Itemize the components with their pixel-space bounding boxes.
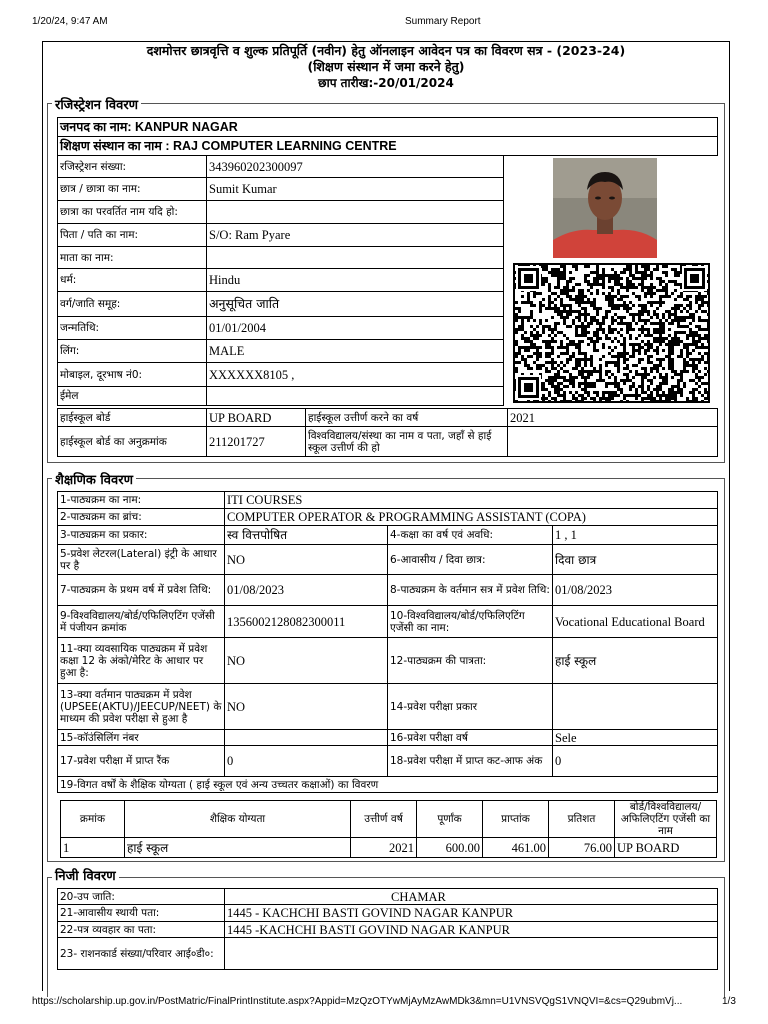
field-label: मोबाइल, दूरभाष नं0: bbox=[58, 363, 207, 387]
qr-code bbox=[513, 263, 710, 403]
field-label: 13-क्या वर्तमान पाठ्यक्रम में प्रवेश (UPSEE(AKTU)/JEECUP/NEET) के माध्यम की प्रवेश परीक्षा से हुआ है bbox=[58, 684, 225, 730]
table-row bbox=[58, 606, 718, 638]
field-value: 01/08/2023 bbox=[553, 575, 718, 606]
column-header: शैक्षिक योग्यता bbox=[125, 801, 351, 838]
table-cell: 2021 bbox=[351, 838, 417, 858]
table-row bbox=[58, 409, 718, 427]
field-value: UP BOARD bbox=[207, 409, 306, 427]
field-label: 7-पाठ्यक्रम के प्रथम वर्ष में प्रवेश तिथि: bbox=[58, 575, 225, 606]
field-value: NO bbox=[225, 638, 388, 684]
title-line-1: दशमोत्तर छात्रवृत्ति व शुल्क प्रतिपूर्ति (नवीन) हेतु ऑनलाइन आवेदन पत्र का विवरण सत्र - (2023-24) bbox=[146, 43, 626, 58]
field-value: NO bbox=[225, 684, 388, 730]
field-label: 6-आवासीय / दिवा छात्र: bbox=[388, 545, 553, 575]
field-label: माता का नाम: bbox=[58, 247, 207, 269]
field-label: धर्म: bbox=[58, 269, 207, 292]
student-photo bbox=[553, 158, 657, 258]
table-header-row bbox=[61, 801, 717, 838]
table-row bbox=[58, 292, 504, 317]
table-row bbox=[58, 746, 718, 777]
field-label: छात्रा का परवर्तित नाम यदि हो: bbox=[58, 201, 207, 224]
registration-legend: रजिस्ट्रेशन विवरण bbox=[52, 95, 141, 113]
table-row bbox=[58, 317, 504, 340]
field-value: दिवा छात्र bbox=[553, 545, 718, 575]
field-label: विश्वविद्यालय/संस्था का नाम व पता, जहाँ से हाई स्कूल उत्तीर्ण की हो bbox=[306, 427, 508, 457]
field-value: 0 bbox=[225, 746, 388, 777]
table-cell: 76.00 bbox=[549, 838, 615, 858]
table-row bbox=[58, 340, 504, 363]
field-label: 22-पत्र व्यवहार का पता: bbox=[58, 922, 225, 938]
print-timestamp: 1/20/24, 9:47 AM bbox=[32, 16, 108, 27]
field-value: 343960202300097 bbox=[207, 156, 504, 178]
field-label: छात्र / छात्रा का नाम: bbox=[58, 178, 207, 201]
field-value bbox=[508, 427, 718, 457]
table-row bbox=[58, 427, 718, 457]
institute-name: शिक्षण संस्थान का नाम : RAJ COMPUTER LEARNING CENTRE bbox=[58, 137, 718, 156]
column-header: उत्तीर्ण वर्ष bbox=[351, 801, 417, 838]
student-details-table bbox=[57, 155, 504, 406]
field-value: ITI COURSES bbox=[225, 492, 718, 509]
field-label: 14-प्रवेश परीक्षा प्रकार bbox=[388, 684, 553, 730]
table-cell: 1 bbox=[61, 838, 125, 858]
table-row bbox=[58, 575, 718, 606]
field-value: Hindu bbox=[207, 269, 504, 292]
field-value: 2021 bbox=[508, 409, 718, 427]
print-page-number: 1/3 bbox=[722, 996, 736, 1007]
field-label: हाईस्कूल उत्तीर्ण करने का वर्ष bbox=[306, 409, 508, 427]
form-title bbox=[42, 41, 730, 91]
table-row bbox=[58, 387, 504, 406]
table-row bbox=[58, 638, 718, 684]
field-label: पिता / पति का नाम: bbox=[58, 224, 207, 247]
field-value bbox=[553, 684, 718, 730]
table-row bbox=[58, 922, 718, 938]
field-value: Sele bbox=[553, 730, 718, 746]
field-label: 15-कॉउंसिलिंग नंबर bbox=[58, 730, 225, 746]
column-header: प्राप्तांक bbox=[483, 801, 549, 838]
field-label: 18-प्रवेश परीक्षा में प्राप्त कट-आफ अंक bbox=[388, 746, 553, 777]
personal-legend: निजी विवरण bbox=[52, 866, 119, 884]
table-row bbox=[58, 269, 504, 292]
field-label: 16-प्रवेश परीक्षा वर्ष bbox=[388, 730, 553, 746]
highschool-table bbox=[57, 408, 718, 457]
table-row bbox=[58, 938, 718, 970]
qr-code-pattern bbox=[515, 265, 708, 401]
table-row bbox=[58, 905, 718, 922]
table-row bbox=[58, 156, 504, 178]
personal-table bbox=[57, 888, 718, 970]
district-name: जनपद का नाम: KANPUR NAGAR bbox=[58, 118, 718, 137]
field-value: 1356002128082300011 bbox=[225, 606, 388, 638]
qualification-table bbox=[60, 800, 717, 858]
student-photo-image bbox=[553, 158, 657, 258]
field-value bbox=[207, 247, 504, 269]
field-value: NO bbox=[225, 545, 388, 575]
registration-header-table bbox=[57, 117, 718, 156]
field-label: हाईस्कूल बोर्ड का अनुक्रमांक bbox=[58, 427, 207, 457]
field-value: S/O: Ram Pyare bbox=[207, 224, 504, 247]
table-row bbox=[58, 492, 718, 509]
field-label: 23- राशनकार्ड संख्या/परिवार आई०डी०: bbox=[58, 938, 225, 970]
field-value bbox=[207, 387, 504, 406]
field-label: 20-उप जाति: bbox=[58, 889, 225, 905]
field-value: अनुसूचित जाति bbox=[207, 292, 504, 317]
table-row bbox=[58, 777, 718, 793]
field-label: 5-प्रवेश लेटरल(Lateral) इंट्री के आधार पर है bbox=[58, 545, 225, 575]
table-row bbox=[58, 545, 718, 575]
field-label: 1-पाठ्यक्रम का नाम: bbox=[58, 492, 225, 509]
table-row bbox=[58, 247, 504, 269]
table-row bbox=[58, 684, 718, 730]
table-row bbox=[58, 363, 504, 387]
table-row bbox=[58, 509, 718, 526]
field-value: 01/08/2023 bbox=[225, 575, 388, 606]
field-label: 9-विश्वविद्यालय/बोर्ड/एफिलिएटिंग एजेंसी में पंजीयन क्रमांक bbox=[58, 606, 225, 638]
title-line-2: (शिक्षण संस्थान में जमा करने हेतु) bbox=[307, 59, 465, 74]
table-row bbox=[58, 526, 718, 545]
field-value bbox=[225, 730, 388, 746]
table-row bbox=[58, 889, 718, 905]
field-label: 12-पाठ्यक्रम की पात्रता: bbox=[388, 638, 553, 684]
table-row bbox=[58, 178, 504, 201]
field-label: 3-पाठ्यक्रम का प्रकार: bbox=[58, 526, 225, 545]
field-value: 0 bbox=[553, 746, 718, 777]
field-label: वर्ग/जाति समूह: bbox=[58, 292, 207, 317]
field-value: Sumit Kumar bbox=[207, 178, 504, 201]
education-legend: शैक्षणिक विवरण bbox=[52, 470, 136, 488]
table-row bbox=[58, 730, 718, 746]
field-label: 17-प्रवेश परीक्षा में प्राप्त रैंक bbox=[58, 746, 225, 777]
table-cell: 600.00 bbox=[417, 838, 483, 858]
field-value bbox=[207, 201, 504, 224]
field-label: ईमेल bbox=[58, 387, 207, 406]
field-value: 1 , 1 bbox=[553, 526, 718, 545]
column-header: पूर्णांक bbox=[417, 801, 483, 838]
table-row bbox=[58, 201, 504, 224]
previous-qualification-label: 19-विगत वर्षों के शैक्षिक योग्यता ( हाई स्कूल एवं अन्य उच्चतर कक्षाओं) का विवरण bbox=[58, 777, 718, 793]
field-value: 211201727 bbox=[207, 427, 306, 457]
table-cell: 461.00 bbox=[483, 838, 549, 858]
field-value bbox=[225, 938, 718, 970]
field-label: 21-आवासीय स्थायी पता: bbox=[58, 905, 225, 922]
field-label: 4-कक्षा का वर्ष एवं अवधि: bbox=[388, 526, 553, 545]
field-value: स्व वित्तपोषित bbox=[225, 526, 388, 545]
print-url: https://scholarship.up.gov.in/PostMatric/FinalPrintInstitute.aspx?Appid=MzQzOTYwMjAyMzAwMDk3&mn=U1VNSVQgS1VNQVI=&cs=Q29ubmVj... bbox=[32, 996, 683, 1007]
print-date: छाप तारीख:-20/01/2024 bbox=[318, 76, 454, 90]
table-cell: UP BOARD bbox=[615, 838, 717, 858]
table-row bbox=[61, 838, 717, 858]
field-label: हाईस्कूल बोर्ड bbox=[58, 409, 207, 427]
field-label: लिंग: bbox=[58, 340, 207, 363]
field-value: 1445 -KACHCHI BASTI GOVIND NAGAR KANPUR bbox=[225, 922, 718, 938]
column-header: प्रतिशत bbox=[549, 801, 615, 838]
table-row bbox=[58, 224, 504, 247]
field-value: 1445 - KACHCHI BASTI GOVIND NAGAR KANPUR bbox=[225, 905, 718, 922]
field-value: CHAMAR bbox=[225, 889, 718, 905]
field-value: हाई स्कूल bbox=[553, 638, 718, 684]
column-header: बोर्ड/विश्वविद्यालय/अफिलिएटिंग एजेंसी का नाम bbox=[615, 801, 717, 838]
field-label: 8-पाठ्यक्रम के वर्तमान सत्र में प्रवेश तिथि: bbox=[388, 575, 553, 606]
field-value: COMPUTER OPERATOR & PROGRAMMING ASSISTANT (COPA) bbox=[225, 509, 718, 526]
field-value: 01/01/2004 bbox=[207, 317, 504, 340]
education-table bbox=[57, 491, 718, 793]
table-cell: हाई स्कूल bbox=[125, 838, 351, 858]
print-page-title: Summary Report bbox=[405, 16, 481, 27]
field-value: MALE bbox=[207, 340, 504, 363]
field-label: 2-पाठ्यक्रम का ब्रांच: bbox=[58, 509, 225, 526]
field-label: 10-विश्वविद्यालय/बोर्ड/एफिलिएटिंग एजेंसी का नाम: bbox=[388, 606, 553, 638]
field-value: XXXXXX8105 , bbox=[207, 363, 504, 387]
field-value: Vocational Educational Board bbox=[553, 606, 718, 638]
field-label: जन्मतिथि: bbox=[58, 317, 207, 340]
field-label: रजिस्ट्रेशन संख्या: bbox=[58, 156, 207, 178]
field-label: 11-क्या व्यवसायिक पाठ्यक्रम में प्रवेश कक्षा 12 के अंको/मेरिट के आधार पर हुआ है: bbox=[58, 638, 225, 684]
column-header: क्रमांक bbox=[61, 801, 125, 838]
